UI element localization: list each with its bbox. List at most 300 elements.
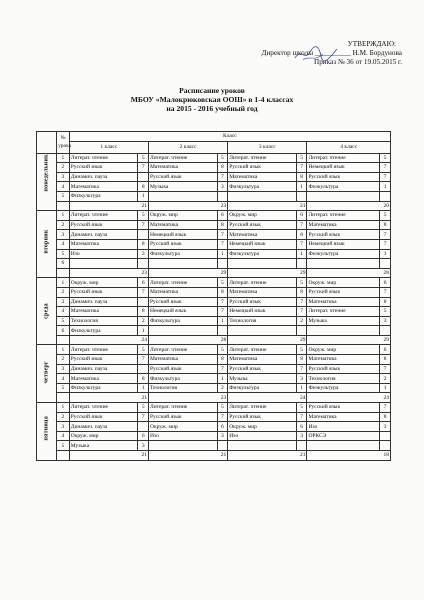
lesson-number: 2 [57,163,70,173]
difficulty-score-cell: 8 [380,355,391,365]
subject-cell: Окруж. мир [228,211,297,221]
subject-cell: Русский язык [148,172,217,182]
totals-row [37,335,391,345]
subject-cell: Математика [228,355,297,365]
difficulty-score-cell: 7 [217,364,228,374]
table-row [37,422,391,432]
difficulty-score-cell: 7 [217,230,228,240]
difficulty-score-cell: 8 [380,220,391,230]
table-row [37,364,391,374]
totals-row [37,268,391,278]
totals-number-cell [57,268,70,278]
difficulty-score-cell: 8 [217,163,228,173]
difficulty-score-cell: 6 [296,422,307,432]
difficulty-score-cell: 5 [138,211,149,221]
subject-cell: Физкультура [148,374,217,384]
subject-cell: Русский язык [148,239,217,249]
table-row [37,163,391,173]
subject-cell: Математика [307,412,380,422]
difficulty-score-cell: 7 [217,239,228,249]
difficulty-score-cell: 5 [217,153,228,163]
subject-cell: Физкультура [69,383,138,393]
subject-cell: Физкультура [307,383,380,393]
subject-cell [148,326,217,336]
subject-cell: Русский язык [148,364,217,374]
table-row [37,412,391,422]
difficulty-score-cell: 8 [138,307,149,317]
difficulty-score-cell: 7 [138,355,149,365]
difficulty-score-cell [380,191,391,201]
subject-cell [307,259,380,269]
header-class-4: 4 класс [307,141,391,153]
difficulty-score-cell [380,431,391,441]
subject-cell: Технология [69,316,138,326]
day-total-cell: 29 [228,268,307,278]
day-label-cell [37,403,57,461]
lesson-number: 6 [57,326,70,336]
subject-cell: Физкультура [148,316,217,326]
difficulty-score-cell: 1 [296,249,307,259]
title-line-3: на 2015 - 2016 учебный год [166,104,258,113]
difficulty-score-cell: 2 [217,383,228,393]
difficulty-score-cell: 8 [296,287,307,297]
day-total-cell: 20 [307,201,391,211]
difficulty-score-cell: 7 [380,239,391,249]
day-total-cell: 29 [307,335,391,345]
subject-cell: Литерат. чтение [307,211,380,221]
schedule-body [37,153,391,460]
day-label-cell [37,211,57,278]
subject-cell: Русский язык [69,220,138,230]
lesson-number: 3 [57,172,70,182]
subject-cell [228,326,297,336]
day-total-cell: 29 [148,268,227,278]
totals-number-cell [57,393,70,403]
difficulty-score-cell: 7 [296,220,307,230]
difficulty-score-cell [296,191,307,201]
subject-cell: Окруж. мир [307,345,380,355]
subject-cell: Музыка [148,182,217,192]
subject-cell: Математика [148,355,217,365]
difficulty-score-cell [138,422,149,432]
difficulty-score-cell: 5 [138,345,149,355]
subject-cell: Математика [307,220,380,230]
difficulty-score-cell: 7 [296,307,307,317]
difficulty-score-cell: 6 [217,211,228,221]
totals-row [37,201,391,211]
difficulty-score-cell: 5 [217,345,228,355]
difficulty-score-cell: 5 [296,278,307,288]
day-total-cell: 21 [228,451,307,461]
subject-cell: Немецкий язык [228,307,297,317]
difficulty-score-cell: 1 [296,383,307,393]
table-row [37,259,391,269]
difficulty-score-cell: 7 [380,287,391,297]
subject-cell: Динамич. пауза [69,230,138,240]
header-class-3: 3 класс [228,141,307,153]
lesson-number: 4 [57,374,70,384]
difficulty-score-cell: 2 [380,374,391,384]
subject-cell: Русский язык [228,364,297,374]
lesson-number: 2 [57,287,70,297]
difficulty-score-cell [138,172,149,182]
subject-cell: Динамич. пауза [69,297,138,307]
subject-cell: Динамич. пауза [69,364,138,374]
difficulty-score-cell: 8 [138,182,149,192]
lesson-number: 4 [57,307,70,317]
lesson-number: 2 [57,412,70,422]
subject-cell [307,191,380,201]
subject-cell: Литерат. чтение [69,153,138,163]
subject-cell: Русский язык [148,297,217,307]
day-total-cell: 23 [69,268,148,278]
subject-cell: Литерат. чтение [69,345,138,355]
subject-cell: Музыка [228,374,297,384]
day-total-cell: 28 [307,268,391,278]
difficulty-score-cell: 5 [217,403,228,413]
table-row [37,220,391,230]
table-row [37,431,391,441]
subject-cell: Русский язык [69,287,138,297]
subject-cell: Русский язык [307,403,380,413]
title-line-2: МБОУ «Малокрюковская ООШ» в 1-4 классах [130,95,294,104]
difficulty-score-cell: 5 [296,345,307,355]
subject-cell: Русский язык [307,230,380,240]
day-total-cell: 21 [69,201,148,211]
lesson-number: 3 [57,364,70,374]
difficulty-score-cell: 7 [138,412,149,422]
table-row [37,191,391,201]
subject-cell [148,441,217,451]
difficulty-score-cell: 8 [217,220,228,230]
difficulty-score-cell: 6 [138,431,149,441]
subject-cell [148,259,217,269]
subject-cell: Динамич. пауза [69,422,138,432]
difficulty-score-cell: 7 [296,239,307,249]
header-class-2: 2 класс [148,141,227,153]
lesson-number: 4 [57,431,70,441]
subject-cell: Математика [228,230,297,240]
difficulty-score-cell: 1 [138,383,149,393]
difficulty-score-cell: 1 [217,316,228,326]
difficulty-score-cell: 3 [380,316,391,326]
subject-cell: Окруж. мир [148,211,217,221]
lesson-number: 5 [57,316,70,326]
subject-cell [228,441,297,451]
difficulty-score-cell: 8 [380,297,391,307]
subject-cell: Русский язык [228,163,297,173]
difficulty-score-cell [217,191,228,201]
day-total-cell: 21 [148,451,227,461]
subject-cell: Литерат. чтение [148,278,217,288]
day-total-cell: 28 [148,335,227,345]
subject-cell: Физкультура [307,249,380,259]
subject-cell: Математика [69,307,138,317]
table-row [37,230,391,240]
difficulty-score-cell [217,326,228,336]
difficulty-score-cell [217,441,228,451]
table-row [37,182,391,192]
difficulty-score-cell: 5 [380,153,391,163]
subject-cell: Изо [307,422,380,432]
subject-cell: Литерат. чтение [228,278,297,288]
table-row [37,345,391,355]
difficulty-score-cell: 8 [296,355,307,365]
difficulty-score-cell: 8 [138,374,149,384]
subject-cell: Литерат. чтение [228,345,297,355]
header-lesson-number: № урока [57,132,70,154]
subject-cell: Русский язык [228,297,297,307]
difficulty-score-cell: 7 [380,163,391,173]
totals-number-cell [57,335,70,345]
subject-cell: Технология [148,383,217,393]
day-name: среда [43,303,50,320]
difficulty-score-cell: 2 [296,316,307,326]
difficulty-score-cell: 5 [138,153,149,163]
table-row [37,278,391,288]
table-row [37,383,391,393]
difficulty-score-cell: 5 [380,307,391,317]
difficulty-score-cell: 5 [296,403,307,413]
day-label-cell [37,153,57,211]
table-row [37,316,391,326]
subject-cell: Окруж. мир [69,431,138,441]
totals-number-cell [57,451,70,461]
difficulty-score-cell: 7 [138,220,149,230]
lesson-number: 4 [57,182,70,192]
subject-cell: Математика [148,220,217,230]
difficulty-score-cell: 8 [296,172,307,182]
subject-cell: Физкультура [69,326,138,336]
schedule-table [36,131,391,461]
subject-cell [307,441,380,451]
day-total-cell: 29 [228,335,307,345]
subject-cell: Изо [228,431,297,441]
difficulty-score-cell: 3 [296,431,307,441]
difficulty-score-cell [296,259,307,269]
lesson-number: 1 [57,278,70,288]
subject-cell: Литерат. чтение [148,345,217,355]
difficulty-score-cell: 7 [296,297,307,307]
subject-cell: Окруж. мир [148,422,217,432]
subject-cell: Русский язык [228,220,297,230]
title-line-1: Расписание уроков [179,86,245,95]
difficulty-score-cell: 6 [380,345,391,355]
table-row [37,211,391,221]
day-total-cell: 24 [307,393,391,403]
difficulty-score-cell: 1 [380,383,391,393]
difficulty-score-cell: 5 [380,211,391,221]
subject-cell: Математика [69,239,138,249]
table-row [37,374,391,384]
lesson-number: 5 [57,191,70,201]
table-row [37,326,391,336]
subject-cell: Музыка [69,441,138,451]
difficulty-score-cell: 6 [380,278,391,288]
subject-cell: Математика [148,287,217,297]
subject-cell: Литерат. чтение [228,403,297,413]
subject-cell: Изо [69,249,138,259]
signature-stamp-icon [293,43,339,65]
day-total-cell: 21 [228,201,307,211]
subject-cell: Технология [307,374,380,384]
subject-cell: Окруж. мир [228,422,297,432]
difficulty-score-cell: 7 [138,287,149,297]
totals-row [37,393,391,403]
approval-director: Директор школы __________ Н.М. Бордунова [261,49,402,58]
subject-cell: Изо [148,431,217,441]
difficulty-score-cell: 7 [380,364,391,374]
table-row [37,441,391,451]
difficulty-score-cell [217,259,228,269]
subject-cell: Окруж. мир [69,278,138,288]
lesson-number: 3 [57,422,70,432]
lesson-number: 3 [57,230,70,240]
approval-order: Приказ № 36 от 19.05.2015 г. [314,58,402,67]
subject-cell: Математика [307,297,380,307]
difficulty-score-cell: 8 [217,287,228,297]
table-row [37,297,391,307]
subject-cell: Литерат. чтение [307,153,380,163]
table-row [37,307,391,317]
subject-cell: Литерат. чтение [307,307,380,317]
totals-number-cell [57,201,70,211]
lesson-number: 1 [57,345,70,355]
difficulty-score-cell: 1 [380,249,391,259]
subject-cell: Физкультура [307,182,380,192]
lesson-number: 5 [57,383,70,393]
difficulty-score-cell: 1 [217,249,228,259]
difficulty-score-cell [138,230,149,240]
subject-cell: Литерат. чтение [69,211,138,221]
difficulty-score-cell: 1 [138,191,149,201]
difficulty-score-cell: 5 [138,403,149,413]
subject-cell: Физкультура [148,249,217,259]
difficulty-score-cell: 8 [138,239,149,249]
day-name: вторник [43,229,50,254]
subject-cell: Русский язык [307,287,380,297]
difficulty-score-cell: 1 [217,374,228,384]
subject-cell: Технология [228,316,297,326]
difficulty-score-cell: 3 [296,374,307,384]
difficulty-score-cell [296,326,307,336]
difficulty-score-cell [380,441,391,451]
table-row [37,355,391,365]
day-total-cell: 24 [228,393,307,403]
difficulty-score-cell: 7 [296,364,307,374]
difficulty-score-cell: 3 [138,249,149,259]
subject-cell: Музыка [307,316,380,326]
subject-cell [69,259,138,269]
day-name: пятница [43,416,50,441]
day-total-cell: 23 [148,201,227,211]
subject-cell: Физкультура [228,249,297,259]
table-row [37,239,391,249]
day-label-cell [37,278,57,345]
day-name: понедельник [43,154,50,192]
subject-cell [307,326,380,336]
table-row [37,172,391,182]
difficulty-score-cell: 2 [138,316,149,326]
day-total-cell: 21 [69,451,148,461]
difficulty-score-cell [296,441,307,451]
document-title [0,86,424,113]
subject-cell: Русский язык [69,355,138,365]
subject-cell: Русский язык [148,412,217,422]
subject-cell: Немецкий язык [148,307,217,317]
difficulty-score-cell: 7 [217,297,228,307]
lesson-number: 1 [57,153,70,163]
difficulty-score-cell: 7 [217,412,228,422]
table-row [37,249,391,259]
subject-cell: Математика [228,287,297,297]
subject-cell: Русский язык [307,172,380,182]
table-row [37,153,391,163]
lesson-number: 1 [57,403,70,413]
subject-cell: Математика [228,172,297,182]
subject-cell: Математика [69,374,138,384]
table-row [37,403,391,413]
difficulty-score-cell: 3 [217,182,228,192]
subject-cell: Литерат. чтение [228,153,297,163]
header-day-cell [37,132,57,154]
day-total-cell: 23 [148,393,227,403]
difficulty-score-cell: 8 [380,412,391,422]
subject-cell: Литерат. чтение [148,403,217,413]
difficulty-score-cell: 7 [296,412,307,422]
subject-cell: Математика [69,182,138,192]
subject-cell: Математика [148,163,217,173]
difficulty-score-cell: 5 [217,278,228,288]
subject-cell: Литерат. чтение [148,153,217,163]
difficulty-score-cell: 1 [138,326,149,336]
difficulty-score-cell: 3 [138,441,149,451]
difficulty-score-cell: 1 [380,182,391,192]
subject-cell: Физкультура [228,182,297,192]
subject-cell [228,191,297,201]
subject-cell: Немецкий язык [148,230,217,240]
subject-cell: Немецкий язык [307,239,380,249]
subject-cell: Динамич. пауза [69,172,138,182]
subject-cell: Математика [307,355,380,365]
lesson-number: 2 [57,355,70,365]
lesson-number: 5 [57,249,70,259]
day-total-cell: 24 [69,335,148,345]
lesson-number: 5 [57,441,70,451]
header-class-1: 1 класс [69,141,148,153]
difficulty-score-cell: 7 [296,163,307,173]
difficulty-score-cell: 6 [138,278,149,288]
difficulty-score-cell: 3 [380,422,391,432]
lesson-number: 2 [57,220,70,230]
difficulty-score-cell [138,297,149,307]
difficulty-score-cell: 7 [380,230,391,240]
difficulty-score-cell: 6 [217,422,228,432]
totals-row [37,451,391,461]
difficulty-score-cell: 7 [138,163,149,173]
subject-cell: Русский язык [69,412,138,422]
day-total-cell: 18 [307,451,391,461]
subject-cell: Окруж. мир [307,278,380,288]
day-name: четверг [43,360,50,384]
subject-cell: Физкультура [69,191,138,201]
header-classes: Класс [69,132,390,142]
difficulty-score-cell: 3 [217,431,228,441]
subject-cell [228,259,297,269]
subject-cell: ОРКСЭ [307,431,380,441]
difficulty-score-cell [138,364,149,374]
difficulty-score-cell [138,259,149,269]
